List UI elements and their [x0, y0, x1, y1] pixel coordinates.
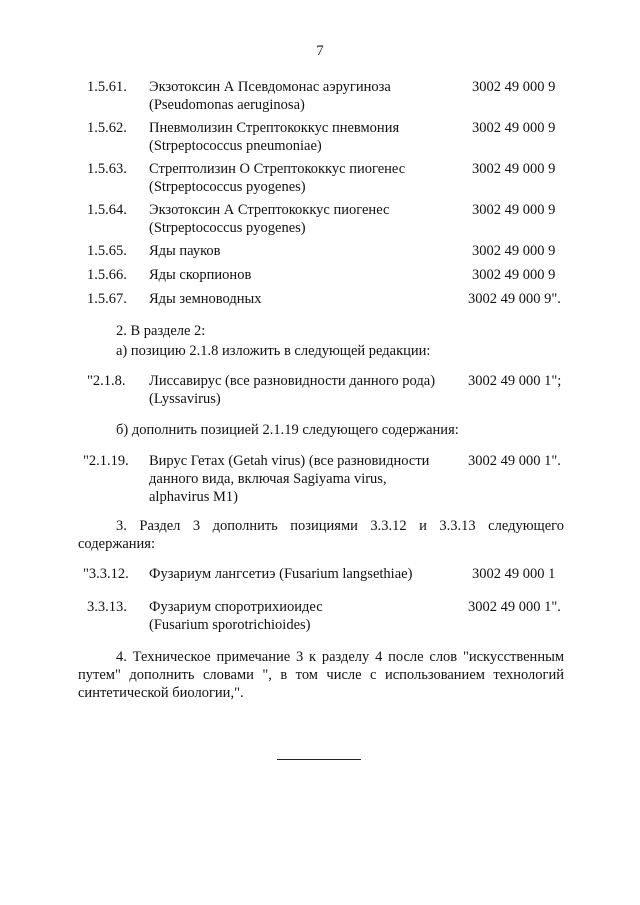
entry-number: "3.3.12. [83, 566, 129, 582]
entry-name [149, 201, 459, 237]
entry-code: 3002 49 000 1". [468, 599, 561, 615]
entry-code: 3002 49 000 9 [472, 120, 556, 136]
entry-name-ru: Яды пауков [149, 243, 221, 259]
section-2-heading: 2. В разделе 2: [116, 323, 206, 339]
item-a-text: а) позицию 2.1.8 изложить в следующей редакции: [116, 343, 431, 359]
entry-name-line: Фузариум лангсетиэ (Fusarium langsethiae) [149, 566, 413, 582]
entry-name [149, 565, 459, 583]
entry-name-ru: Яды скорпионов [149, 267, 252, 283]
page-number: 7 [316, 43, 324, 59]
entry-name [149, 78, 459, 114]
entry-name-lat: (Pseudomonas aeruginosa) [149, 97, 305, 113]
entry-number: 1.5.65. [87, 243, 127, 259]
item-b-text: б) дополнить позицией 2.1.19 следующего содержания: [116, 422, 459, 438]
divider-line [277, 759, 361, 760]
entry-name-line: (Lyssavirus) [149, 391, 221, 407]
entry-code: 3002 49 000 9". [468, 291, 561, 307]
paragraph-line: синтетической биологии,". [78, 685, 244, 701]
entry-number: "2.1.8. [87, 373, 126, 389]
entry-number: 1.5.64. [87, 202, 127, 218]
entry-code: 3002 49 000 9 [472, 267, 556, 283]
entry-number: 1.5.67. [87, 291, 127, 307]
entry-name [149, 598, 459, 634]
entry-name [149, 290, 459, 308]
paragraph [78, 517, 564, 553]
entry-number: 1.5.61. [87, 79, 127, 95]
entry-name [149, 242, 459, 260]
entry-name-line: Вирус Гетах (Getah virus) (все разновидности [149, 453, 430, 469]
entry-name-lat: (Strpeptococcus pneumoniae) [149, 138, 322, 154]
entry-name-ru: Стрептолизин О Стрептококкус пиогенес [149, 161, 406, 177]
entry-code: 3002 49 000 1 [472, 566, 556, 582]
entry-name [149, 372, 459, 408]
entry-name-line: alphavirus M1) [149, 489, 238, 505]
entry-name-line: Лиссавирус (все разновидности данного рода) [149, 373, 436, 389]
paragraph-line: 4. Техническое примечание 3 к разделу 4 после слов "искусственным [116, 649, 564, 665]
entry-name-line: (Fusarium sporotrichioides) [149, 617, 311, 633]
entry-name [149, 452, 459, 506]
entry-code: 3002 49 000 1". [468, 453, 561, 469]
paragraph-line: путем" дополнить словами ", в том числе с использованием технологий [78, 667, 564, 683]
entry-name-lat: (Strpeptococcus pyogenes) [149, 179, 306, 195]
entry-code: 3002 49 000 9 [472, 161, 556, 177]
entry-name-line: данного вида, включая Sagiyama virus, [149, 471, 387, 487]
paragraph-line: 3. Раздел 3 дополнить позициями 3.3.12 и 3.3.13 следующего [116, 518, 564, 534]
entry-code: 3002 49 000 9 [472, 243, 556, 259]
entry-number: 1.5.63. [87, 161, 127, 177]
entry-code: 3002 49 000 1"; [468, 373, 562, 389]
paragraph [78, 648, 564, 702]
entry-number: 3.3.13. [87, 599, 127, 615]
entry-number: 1.5.66. [87, 267, 127, 283]
paragraph-line: содержания: [78, 536, 156, 552]
entry-name-ru: Экзотоксин А Псевдомонас аэругиноза [149, 79, 391, 95]
entry-code: 3002 49 000 9 [472, 79, 556, 95]
entry-name-lat: (Strpeptococcus pyogenes) [149, 220, 306, 236]
entry-name-ru: Пневмолизин Стрептококкус пневмония [149, 120, 400, 136]
entry-number: "2.1.19. [83, 453, 129, 469]
entry-number: 1.5.62. [87, 120, 127, 136]
entry-name-ru: Экзотоксин А Стрептококкус пиогенес [149, 202, 390, 218]
entry-name-line: Фузариум споротрихиоидес [149, 599, 323, 615]
entry-code: 3002 49 000 9 [472, 202, 556, 218]
entry-name [149, 160, 459, 196]
entry-name [149, 266, 459, 284]
entry-name [149, 119, 459, 155]
entry-name-ru: Яды земноводных [149, 291, 262, 307]
